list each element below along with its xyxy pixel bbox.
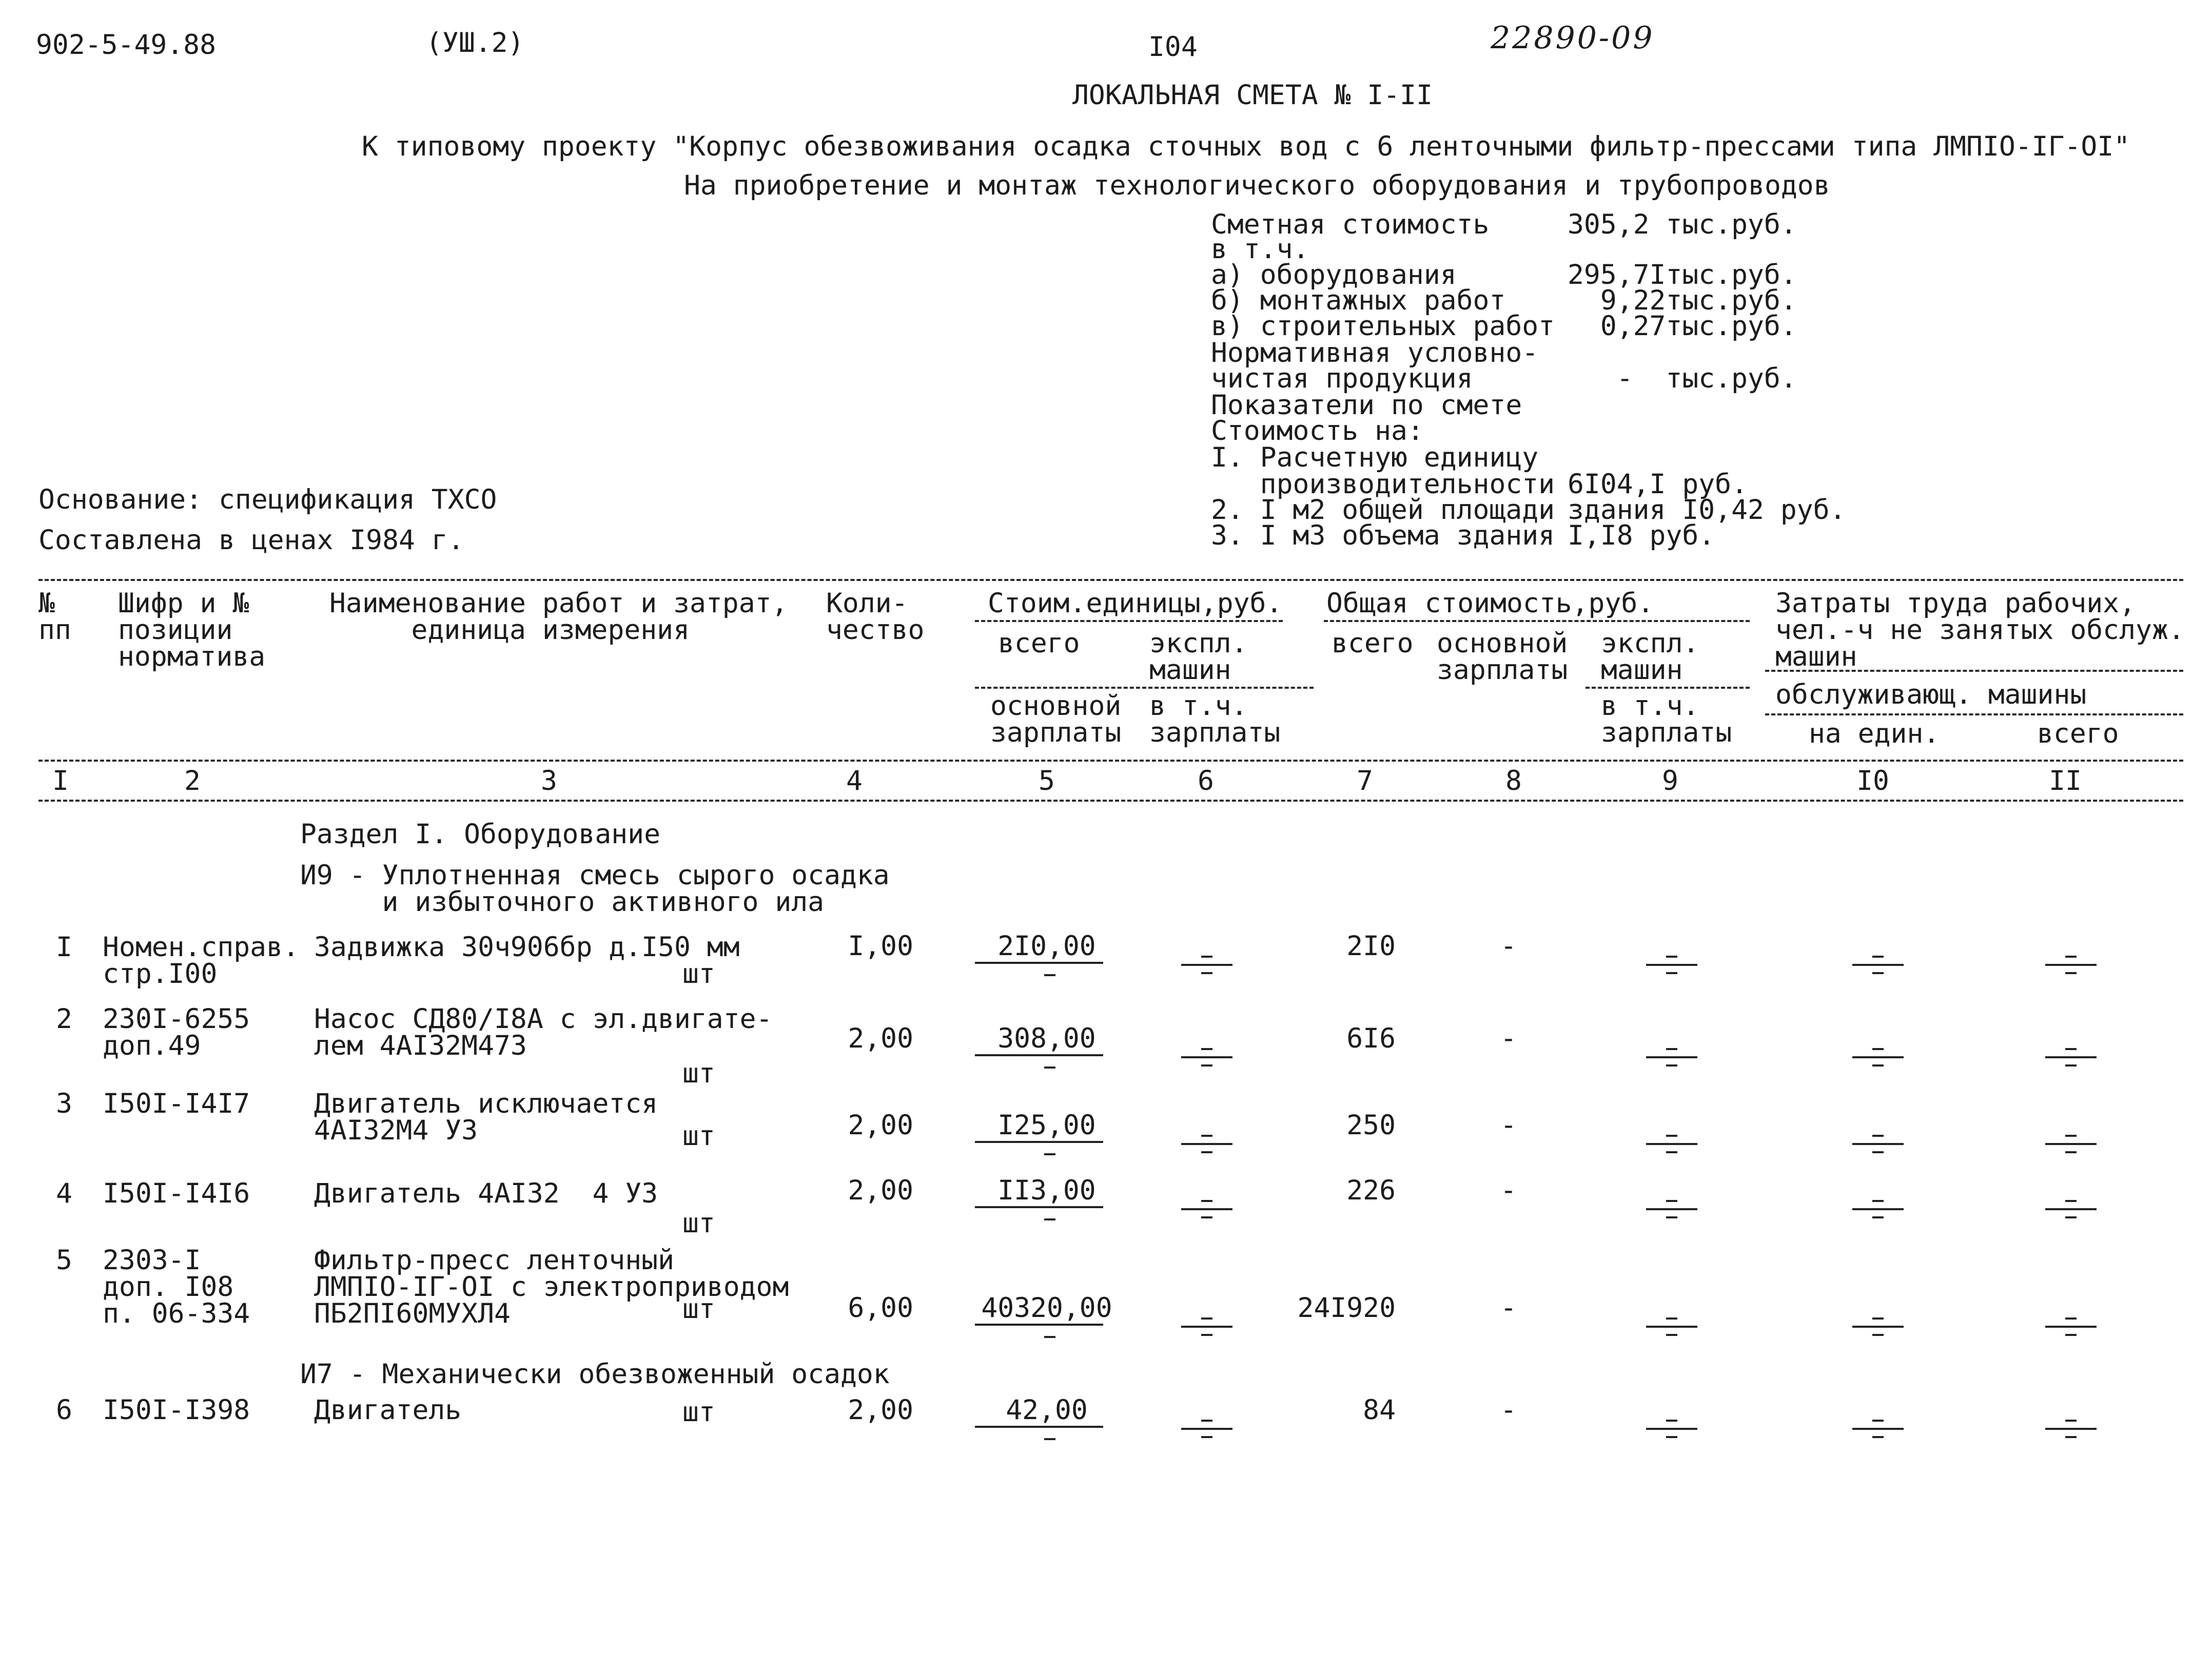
row-wage: -: [1500, 931, 1517, 962]
empty-value-fraction: [1850, 1412, 1906, 1438]
row-name: Задвижка 30ч906бр д.I50 мм: [314, 932, 740, 963]
fraction-top-dash: [1201, 1048, 1212, 1050]
empty-value-fraction: [2043, 1310, 2099, 1336]
summary-value: 9,22тыс.руб.: [1568, 285, 1797, 316]
fraction-bar: [2045, 1428, 2097, 1430]
unit-wage-header: основной зарплаты: [990, 690, 1122, 748]
unit-cost-rule: [975, 620, 1283, 622]
column-number: I0: [1856, 765, 1889, 797]
fraction-top-dash: [1872, 1317, 1884, 1320]
unit-wage-dash: [1044, 1153, 1055, 1155]
column-number: 3: [541, 765, 557, 797]
unit-subrule: [975, 687, 1314, 689]
fraction-bar: [1852, 1143, 1904, 1145]
empty-value-fraction: [1179, 1310, 1235, 1336]
row-wage: -: [1500, 1023, 1517, 1054]
unit-machine-wage-header: в т.ч. зарплаты: [1149, 690, 1281, 748]
fraction-bottom-dash: [1872, 1334, 1884, 1336]
column-number: 9: [1662, 765, 1678, 797]
unit-wage-dash: [1044, 1218, 1055, 1220]
col-name-header: Наименование работ и затрат, единица измерения: [329, 588, 788, 646]
unit-price-underline: [975, 1206, 1103, 1208]
fraction-top-dash: [1666, 1135, 1677, 1137]
column-number: I: [52, 765, 69, 797]
row-unit: шт: [682, 1058, 715, 1089]
col-qty-header: Коли- чество: [826, 588, 925, 646]
fraction-bar: [1181, 1143, 1232, 1145]
fraction-top-dash: [2065, 1317, 2077, 1320]
row-code: 230I-6255 доп.49: [103, 1003, 250, 1061]
labor-subrule: [1765, 713, 2183, 715]
row-quantity: 2,00: [848, 1394, 913, 1426]
fraction-bottom-dash: [1872, 972, 1884, 974]
column-number: 5: [1039, 765, 1055, 797]
row-wage: -: [1500, 1175, 1517, 1206]
fraction-bottom-dash: [1201, 1151, 1212, 1153]
labor-service-header: обслуживающ. машины: [1775, 679, 2087, 710]
fraction-bar: [1852, 1428, 1904, 1430]
row-total: 24I920: [1297, 1292, 1396, 1324]
sheet-mark: (УШ.2): [426, 27, 524, 59]
fraction-bar: [1646, 1208, 1697, 1210]
row-wage: -: [1500, 1292, 1517, 1324]
row-code: I50I-I4I7: [103, 1088, 250, 1119]
summary-label: Показатели по смете: [1211, 390, 1522, 421]
group-title-1: И9 - Уплотненная смесь сырого осадка и избыточного активного ила: [300, 860, 890, 918]
total-machine-header: экспл. машин: [1601, 628, 1699, 686]
row-unit: шт: [682, 1397, 715, 1428]
page-number: I04: [1148, 31, 1198, 63]
empty-value-fraction: [1179, 1128, 1235, 1153]
column-number: 8: [1505, 765, 1522, 797]
summary-label: производительности: [1211, 469, 1555, 500]
fraction-top-dash: [1666, 1048, 1677, 1050]
estimate-title: ЛОКАЛЬНАЯ СМЕТА № I-II: [1072, 80, 1433, 111]
fraction-top-dash: [1201, 1200, 1212, 1202]
row-code: 2303-I доп. I08 п. 06-334: [103, 1245, 250, 1329]
fraction-bottom-dash: [1666, 1216, 1677, 1218]
fraction-top-dash: [1666, 956, 1677, 958]
basis-line: Основание: спецификация ТХСО: [38, 484, 497, 515]
empty-value-fraction: [1179, 1041, 1235, 1067]
empty-value-fraction: [1850, 1128, 1906, 1153]
fraction-bar: [1646, 1326, 1697, 1328]
unit-price-underline: [975, 1426, 1103, 1428]
empty-value-fraction: [1643, 1128, 1700, 1153]
row-quantity: 6,00: [848, 1292, 913, 1324]
empty-value-fraction: [1850, 1310, 1906, 1336]
empty-value-fraction: [1643, 948, 1700, 974]
unit-total-header: всего: [998, 628, 1080, 659]
fraction-bottom-dash: [2065, 1436, 2077, 1438]
row-number: I: [56, 932, 72, 963]
unit-wage-dash: [1044, 1067, 1055, 1069]
summary-value: 295,7Iтыс.руб.: [1568, 259, 1797, 290]
fraction-top-dash: [2065, 956, 2077, 958]
summary-label: а) оборудования: [1211, 259, 1457, 290]
empty-value-fraction: [2043, 1041, 2099, 1067]
total-machine-wage-header: в т.ч. зарплаты: [1601, 690, 1732, 748]
row-name: Фильтр-пресс ленточный ЛМПIО-IГ-ОI с электроприводом ПБ2ПI60МУХЛ4: [314, 1245, 789, 1329]
row-code: I50I-I4I6: [103, 1178, 250, 1209]
col-code-header: Шифр и № позиции норматива: [118, 588, 266, 672]
fraction-top-dash: [1666, 1200, 1677, 1202]
fraction-bar: [1646, 1428, 1697, 1430]
fraction-bottom-dash: [2065, 1216, 2077, 1218]
row-name: Насос СД80/I8А с эл.двигате- лем 4АI32М473: [314, 1003, 773, 1061]
empty-value-fraction: [1643, 1193, 1700, 1218]
summary-label: чистая продукция: [1211, 363, 1473, 394]
row-unit: шт: [682, 1208, 715, 1239]
purpose-line: На приобретение и монтаж технологического оборудования и трубопроводов: [684, 170, 1830, 201]
total-all-header: всего: [1332, 628, 1414, 659]
summary-label: Стоимость на:: [1211, 415, 1424, 447]
row-unit: шт: [682, 1120, 715, 1152]
empty-value-fraction: [1643, 1310, 1700, 1336]
fraction-bottom-dash: [1666, 972, 1677, 974]
unit-price-underline: [975, 1054, 1103, 1056]
summary-label: Нормативная условно-: [1211, 337, 1539, 369]
empty-value-fraction: [1179, 1193, 1235, 1218]
fraction-bottom-dash: [2065, 1064, 2077, 1067]
fraction-bar: [1852, 1208, 1904, 1210]
row-total: 2I0: [1346, 931, 1396, 962]
labor-total-header: всего: [2037, 718, 2119, 749]
fraction-top-dash: [1872, 1048, 1884, 1050]
summary-label: Сметная стоимость: [1211, 209, 1490, 240]
fraction-bottom-dash: [2065, 972, 2077, 974]
fraction-bottom-dash: [1666, 1436, 1677, 1438]
fraction-top-dash: [1201, 956, 1212, 958]
fraction-top-dash: [1872, 956, 1884, 958]
unit-wage-dash: [1044, 1438, 1055, 1440]
fraction-top-dash: [1872, 1420, 1884, 1422]
row-unit: шт: [682, 1293, 715, 1325]
column-number: II: [2049, 765, 2082, 797]
row-number: 3: [56, 1088, 72, 1119]
total-cost-rule: [1324, 620, 1750, 622]
fraction-top-dash: [2065, 1200, 2077, 1202]
header-bottom-rule: [38, 760, 2183, 762]
row-name: Двигатель: [314, 1394, 462, 1426]
row-unit-price: II3,00: [997, 1175, 1096, 1206]
summary-value: 305,2 тыс.руб.: [1568, 209, 1797, 240]
empty-value-fraction: [2043, 948, 2099, 974]
empty-value-fraction: [2043, 1412, 2099, 1438]
fraction-bottom-dash: [1666, 1334, 1677, 1336]
fraction-bar: [2045, 1326, 2097, 1328]
unit-wage-dash: [1044, 1336, 1055, 1338]
row-name: Двигатель исключается 4АI32М4 У3: [314, 1088, 658, 1146]
fraction-top-dash: [1201, 1135, 1212, 1137]
unit-cost-header: Стоим.единицы,руб.: [988, 588, 1283, 619]
fraction-top-dash: [2065, 1420, 2077, 1422]
fraction-bottom-dash: [1201, 972, 1212, 974]
empty-value-fraction: [1850, 1193, 1906, 1218]
empty-value-fraction: [1179, 1412, 1235, 1438]
fraction-bar: [1646, 964, 1697, 966]
row-wage: -: [1500, 1394, 1517, 1426]
row-number: 4: [56, 1178, 72, 1209]
row-total: 84: [1363, 1394, 1396, 1426]
row-code: Номен.справ. стр.I00: [103, 932, 299, 990]
fraction-bar: [1646, 1056, 1697, 1058]
inventory-number: 22890-09: [1491, 20, 1655, 56]
total-cost-header: Общая стоимость,руб.: [1326, 588, 1654, 619]
empty-value-fraction: [1850, 948, 1906, 974]
fraction-bottom-dash: [1201, 1334, 1212, 1336]
fraction-bar: [1852, 1056, 1904, 1058]
fraction-bar: [1181, 964, 1232, 966]
fraction-bar: [1646, 1143, 1697, 1145]
fraction-top-dash: [1872, 1200, 1884, 1202]
row-code: I50I-I398: [103, 1394, 250, 1426]
fraction-bottom-dash: [1872, 1216, 1884, 1218]
total-wage-header: основной зарплаты: [1437, 628, 1568, 686]
fraction-bottom-dash: [2065, 1151, 2077, 1153]
row-wage: -: [1500, 1110, 1517, 1141]
row-quantity: 2,00: [848, 1023, 913, 1054]
table-top-rule: [38, 579, 2183, 581]
fraction-top-dash: [2065, 1135, 2077, 1137]
fraction-bottom-dash: [1201, 1436, 1212, 1438]
summary-label: I. Расчетную единицу: [1211, 442, 1539, 473]
row-name: Двигатель 4АI32 4 У3: [314, 1178, 658, 1209]
section-title: Раздел I. Оборудование: [300, 819, 660, 850]
unit-price-underline: [975, 1324, 1103, 1326]
row-total: 250: [1346, 1110, 1396, 1141]
summary-value: здания I0,42 руб.: [1568, 494, 1846, 526]
column-number: 4: [846, 765, 863, 797]
prices-line: Составлена в ценах I984 г.: [38, 525, 464, 556]
unit-price-underline: [975, 962, 1103, 964]
row-unit-price: 40320,00: [981, 1292, 1112, 1324]
summary-value: 6I04,I руб.: [1568, 469, 1748, 500]
fraction-top-dash: [1201, 1317, 1212, 1320]
row-total: 6I6: [1346, 1023, 1396, 1054]
row-quantity: I,00: [848, 931, 913, 962]
total-subrule: [1585, 687, 1750, 689]
project-line: К типовому проекту "Корпус обезвоживания осадка сточных вод с 6 ленточными фильтр-прессами типа ЛМПIО-IГ-ОI": [362, 131, 2130, 162]
fraction-bar: [2045, 964, 2097, 966]
fraction-bar: [1852, 964, 1904, 966]
labor-unit-header: на един.: [1809, 718, 1940, 749]
row-number: 6: [56, 1394, 72, 1426]
fraction-bar: [1852, 1326, 1904, 1328]
fraction-top-dash: [1666, 1420, 1677, 1422]
fraction-bar: [1181, 1326, 1232, 1328]
row-unit-price: 2I0,00: [997, 931, 1096, 962]
fraction-bottom-dash: [1201, 1064, 1212, 1067]
empty-value-fraction: [1850, 1041, 1906, 1067]
summary-label: в т.ч.: [1211, 234, 1309, 265]
summary-value: I,I8 руб.: [1568, 520, 1715, 551]
fraction-bottom-dash: [1872, 1151, 1884, 1153]
fraction-bar: [1181, 1056, 1232, 1058]
unit-machine-header: экспл. машин: [1149, 628, 1248, 686]
fraction-bottom-dash: [2065, 1334, 2077, 1336]
fraction-bottom-dash: [1872, 1064, 1884, 1067]
col-number-header: № пп: [38, 588, 71, 646]
summary-value: - тыс.руб.: [1568, 363, 1797, 394]
empty-value-fraction: [1643, 1041, 1700, 1067]
summary-label: в) строительных работ: [1211, 311, 1555, 342]
fraction-top-dash: [1666, 1317, 1677, 1320]
empty-value-fraction: [2043, 1193, 2099, 1218]
row-quantity: 2,00: [848, 1110, 913, 1141]
row-total: 226: [1346, 1175, 1396, 1206]
fraction-bar: [1181, 1208, 1232, 1210]
fraction-bottom-dash: [1872, 1436, 1884, 1438]
row-unit-price: 308,00: [997, 1023, 1096, 1054]
row-unit-price: I25,00: [997, 1110, 1096, 1141]
fraction-bottom-dash: [1666, 1064, 1677, 1067]
fraction-bottom-dash: [1666, 1151, 1677, 1153]
empty-value-fraction: [1179, 948, 1235, 974]
row-quantity: 2,00: [848, 1175, 913, 1206]
column-number: 7: [1357, 765, 1373, 797]
fraction-bar: [2045, 1056, 2097, 1058]
fraction-top-dash: [1872, 1135, 1884, 1137]
fraction-bottom-dash: [1201, 1216, 1212, 1218]
fraction-bar: [2045, 1208, 2097, 1210]
row-unit-price: 42,00: [1006, 1394, 1088, 1426]
unit-wage-dash: [1044, 974, 1055, 976]
fraction-top-dash: [2065, 1048, 2077, 1050]
document-code: 902-5-49.88: [36, 29, 216, 61]
numbers-bottom-rule: [38, 800, 2183, 802]
column-number: 2: [184, 765, 201, 797]
row-number: 2: [56, 1003, 72, 1035]
summary-label: б) монтажных работ: [1211, 285, 1506, 316]
row-number: 5: [56, 1245, 72, 1276]
fraction-top-dash: [1201, 1420, 1212, 1422]
labor-header: Затраты труда рабочих, чел.-ч не занятых обслуж. машин: [1775, 588, 2185, 672]
empty-value-fraction: [2043, 1128, 2099, 1153]
row-unit: шт: [682, 958, 715, 990]
column-number: 6: [1198, 765, 1214, 797]
unit-price-underline: [975, 1141, 1103, 1143]
group-title-2: И7 - Механически обезвоженный осадок: [300, 1359, 890, 1390]
summary-label: 3. I м3 объема здания: [1211, 520, 1555, 551]
fraction-bar: [1181, 1428, 1232, 1430]
summary-label: 2. I м2 общей площади: [1211, 494, 1555, 526]
summary-value: 0,27тыс.руб.: [1568, 311, 1797, 342]
empty-value-fraction: [1643, 1412, 1700, 1438]
fraction-bar: [2045, 1143, 2097, 1145]
